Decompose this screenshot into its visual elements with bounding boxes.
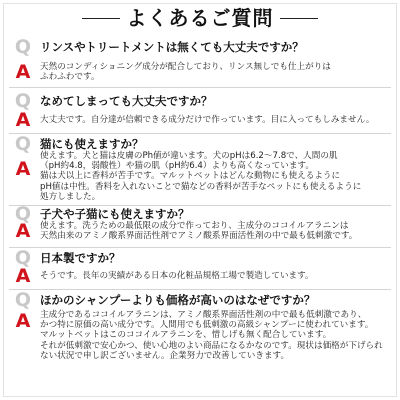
title-rule-right [280,18,318,19]
divider [9,205,391,206]
answer-marker: A [15,109,31,131]
answer-marker: A [15,265,31,287]
question-marker: Q [14,133,32,155]
answer-marker: A [15,310,31,332]
question-marker: Q [14,90,32,112]
answer-line: 天然のコンディショニング成分が配合しており、リンス無しでも仕上がりは [40,61,331,72]
question-text: 猫にも使えますか？ [40,137,144,151]
answer-line: そうです。長年の実績がある日本の化粧品規格工場で製造しています。 [40,270,314,281]
page-title: よくあるご質問 [126,6,274,30]
answer-text [40,221,357,241]
answer-line: それが低刺激で安心かつ、使い心地のよい商品になるかなのです。現状は価格が下げられ [40,340,383,351]
divider [9,289,391,290]
divider [9,247,391,248]
answer-text [40,310,383,361]
divider [9,87,391,88]
answer-line: 大丈夫です。自分達が信頼できる成分だけで作っています。目に入ってもしみません。 [40,114,375,125]
answer-line: かつ特に原価の高い成分です。人間用でも低刺激の高級シャンプーに使われています。 [40,320,374,331]
question-text: 子犬や子猫にも使えますか？ [40,207,190,221]
answer-line: 処方しました。 [40,191,101,202]
answer-line: ふわふわです。 [40,72,100,83]
answer-marker: A [15,158,31,180]
answer-line: （pH約4.8，弱酸性）や猫の肌（pH約6.4）よりも高くなっています。 [40,161,314,172]
question-marker: Q [14,289,32,311]
divider [9,133,391,134]
question-text: なめてしまっても大丈夫ですか？ [40,94,213,108]
question-text: 日本製ですか？ [40,251,121,265]
question-text: リンスやトリートメントは無くても大丈夫ですか？ [40,40,304,54]
answer-line: マルットベットはこのココイルアラニンを、惜しげも無く配合しています。 [40,330,332,341]
question-marker: Q [14,247,32,269]
answer-line: 主成分であるココイルアラニンは、アミノ酸系界面活性剤の中で最も低刺激であり、 [40,309,367,320]
answer-line: 猫は犬以上に香料が苦手です。マルットベットはどんな動物にも使えるように [40,171,341,182]
question-text: ほかのシャンプーよりも価格が高いのはなぜですか？ [40,293,316,307]
question-marker: Q [14,36,32,58]
answer-text [40,151,361,202]
answer-marker: A [15,61,31,83]
answer-text [40,62,331,82]
answer-line: pH値は中性。香料を入れないことで猫などの香料が苦手なペットにも使えるように [40,181,362,192]
answer-text [40,271,314,281]
answer-text [40,115,374,125]
answer-line: 使えます。犬と猫は皮膚のPh値が違います。犬のpHは6.2〜7.8で、人間の肌 [40,150,338,161]
answer-line: 天然由来のアミノ酸系界面活性剤でアミノ酸系界面活性剤の中で最も低刺激です。 [40,231,358,242]
answer-line: 使えます。洗うための最低限の成分で作っており、主成分のココイルアラニンは [40,220,349,231]
answer-marker: A [15,220,31,242]
question-marker: Q [14,203,32,225]
answer-line: ない状況で申し訳ございません。企業努力で改善していきます。 [40,350,290,361]
